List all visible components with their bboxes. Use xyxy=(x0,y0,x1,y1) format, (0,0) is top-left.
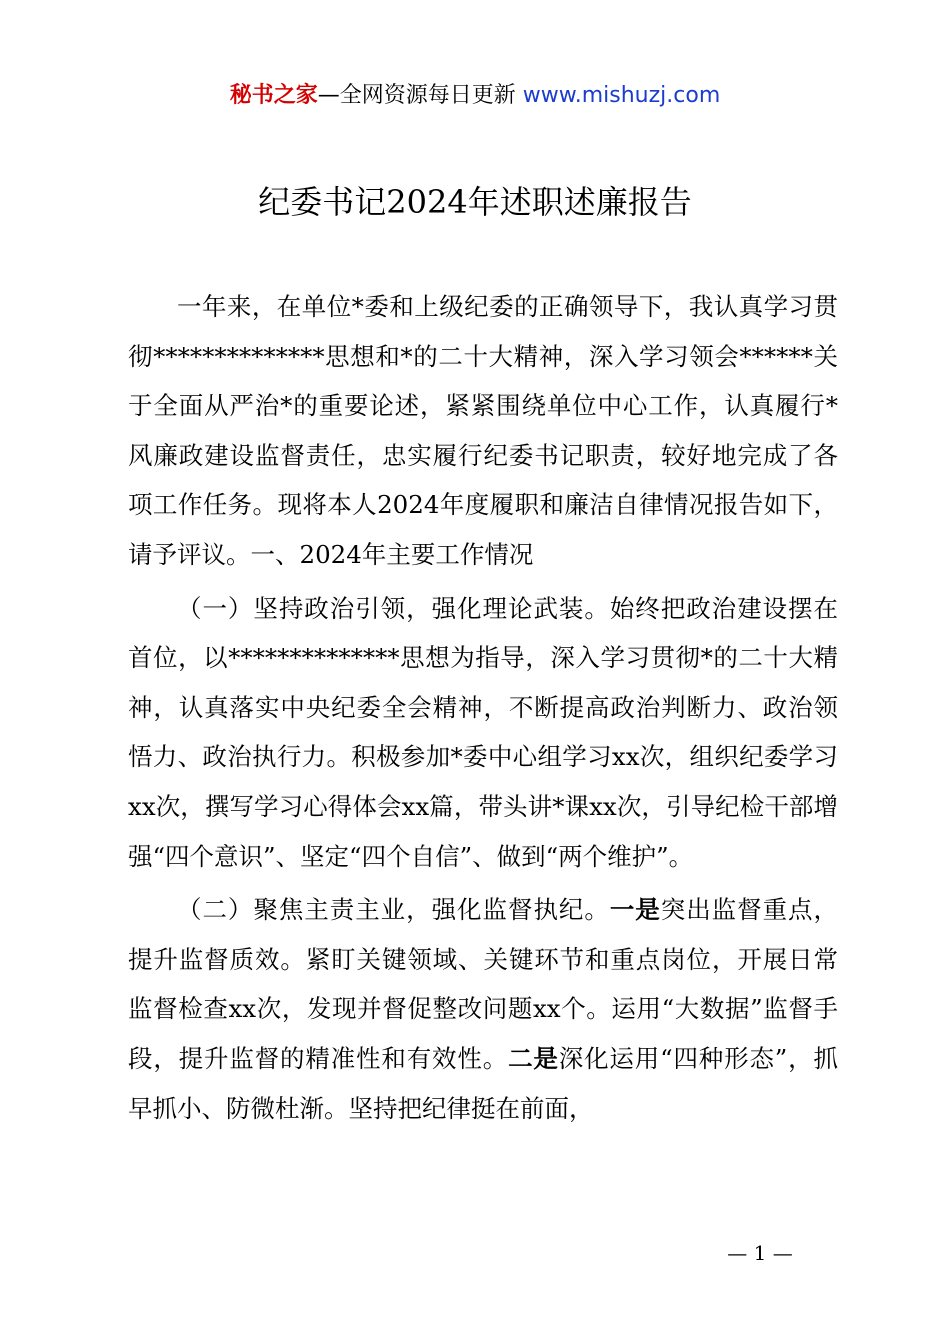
banner-tagline: —全网资源每日更新 xyxy=(317,83,516,108)
point-one-text: 突出监督重点，提升监督质效。紧盯关键领域、关键环节和重点岗位，开展日常监督检查xx次，发现并督促整改问题xx个。运用“大数据”监督手段，提升监督的精准性和有效性。 xyxy=(128,895,839,1073)
document-body xyxy=(128,282,838,1133)
paragraph-section-1: （一）坚持政治引领，强化理论武装。始终把政治建设摆在首位，以**************思想为指导，深入学习贯彻*的二十大精神，认真落实中央纪委全会精神，不断提高政治判断力、政治领悟力、政治执行力。积极参加*委中心组学习xx次，组织纪委学习xx次，撰写学习心得体会xx篇，带头讲*课xx次，引导纪检干部增强“四个意识”、坚定“四个自信”、做到“两个维护”。 xyxy=(128,593,838,871)
document-title: 纪委书记2024年述职述廉报告 xyxy=(258,183,692,221)
paragraph-section-2 xyxy=(128,885,838,1133)
banner-brand: 秘书之家 xyxy=(229,83,318,108)
site-banner xyxy=(0,80,950,112)
banner-url-link[interactable]: www.mishuzj.com xyxy=(522,83,721,108)
section-2-lead: （二）聚焦主责主业，强化监督执纪。 xyxy=(177,895,610,925)
paragraph-intro: 一年来，在单位*委和上级纪委的正确领导下，我认真学习贯彻**************思想和*的二十大精神，深入学习领会******关于全面从严治*的重要论述，紧紧围绕单位中心工作，认真履行*风廉政建设监督责任，忠实履行纪委书记职责，较好地完成了各项工作任务。现将本人2024年度履职和廉洁自律情况报告如下，请予评议。一、2024年主要工作情况 xyxy=(128,292,838,569)
point-one-label: 一是 xyxy=(609,895,661,925)
page-number: — 1 — xyxy=(727,1241,793,1265)
point-two-text: 深化运用“四种形态”，抓早抓小、防微杜渐。坚持把纪律挺在前面， xyxy=(128,1043,839,1123)
point-two-label: 二是 xyxy=(508,1043,559,1073)
